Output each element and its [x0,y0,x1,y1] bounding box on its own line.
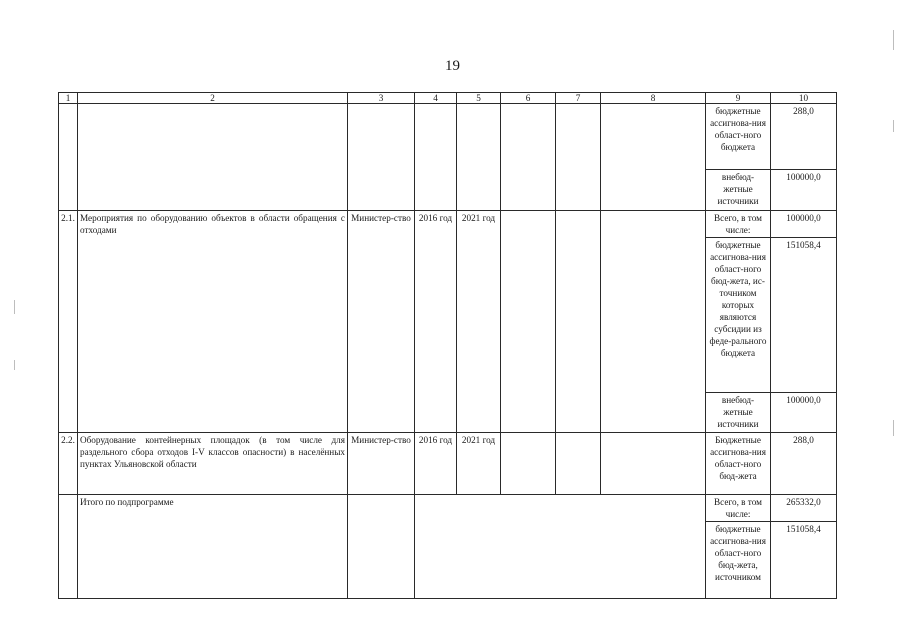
cell-blank [415,104,457,211]
cell-blank [501,433,556,495]
start-year: 2016 год [415,211,457,433]
funding-total-label: Всего, в том числе: [706,211,771,238]
table-row [59,433,837,495]
col-header-10: 10 [771,93,837,104]
scan-mark [893,30,894,50]
page-number: 19 [445,58,460,74]
scan-mark [14,300,15,314]
activity-name: Оборудование контейнерных площадок (в том числе для раздельного сбора отходов I-V классов опасности) в населённых пунктах Ульяновской области [78,433,348,495]
funding-amount: 288,0 [771,433,837,495]
row-number: 2.2. [59,433,78,495]
cell-blank [59,495,78,599]
funding-amount: 288,0 [771,104,837,170]
funding-source: Бюджетные ассигнова-ния област-ного бюд-жета [706,433,771,495]
col-header-6: 6 [501,93,556,104]
funding-source: бюджетные ассигнова-ния област-ного бюд-жета, источником [706,522,771,599]
col-header-4: 4 [415,93,457,104]
scan-mark [893,420,894,436]
table-row [59,495,837,522]
executor: Министер-ство [348,433,415,495]
funding-amount: 265332,0 [771,495,837,522]
cell-blank [556,433,601,495]
table-row [59,211,837,238]
cell-blank [348,104,415,211]
end-year: 2021 год [457,211,501,433]
cell-blank [501,211,556,433]
col-header-3: 3 [348,93,415,104]
cell-blank [556,211,601,433]
program-table [58,92,837,599]
cell-blank [556,104,601,211]
cell-blank [348,495,415,599]
col-header-2: 2 [78,93,348,104]
table-row [59,104,837,170]
col-header-7: 7 [556,93,601,104]
funding-amount: 151058,4 [771,522,837,599]
funding-total-label: Всего, в том числе: [706,495,771,522]
activity-name: Мероприятия по оборудованию объектов в области обращения с отходами [78,211,348,433]
funding-source: внебюд-жетные источники [706,393,771,433]
total-label: Итого по подпрограмме [78,495,348,599]
funding-amount: 100000,0 [771,393,837,433]
col-header-8: 8 [601,93,706,104]
cell-blank [59,104,78,211]
executor: Министер-ство [348,211,415,433]
header-row [59,93,837,104]
cell-blank [415,495,706,599]
col-header-1: 1 [59,93,78,104]
start-year: 2016 год [415,433,457,495]
funding-source: бюджетные ассигнова-ния област-ного бюджета [706,104,771,170]
funding-amount: 151058,4 [771,238,837,393]
funding-amount: 100000,0 [771,211,837,238]
scan-mark [893,120,894,132]
cell-blank [601,211,706,433]
end-year: 2021 год [457,433,501,495]
cell-blank [601,433,706,495]
row-number: 2.1. [59,211,78,433]
col-header-9: 9 [706,93,771,104]
cell-blank [601,104,706,211]
cell-blank [501,104,556,211]
funding-amount: 100000,0 [771,170,837,211]
scan-mark [14,360,15,370]
funding-source: бюджетные ассигнова-ния област-ного бюд-жета, ис-точником которых являются субсидии из феде-рального бюджета [706,238,771,393]
funding-source: внебюд-жетные источники [706,170,771,211]
cell-blank [78,104,348,211]
cell-blank [457,104,501,211]
col-header-5: 5 [457,93,501,104]
